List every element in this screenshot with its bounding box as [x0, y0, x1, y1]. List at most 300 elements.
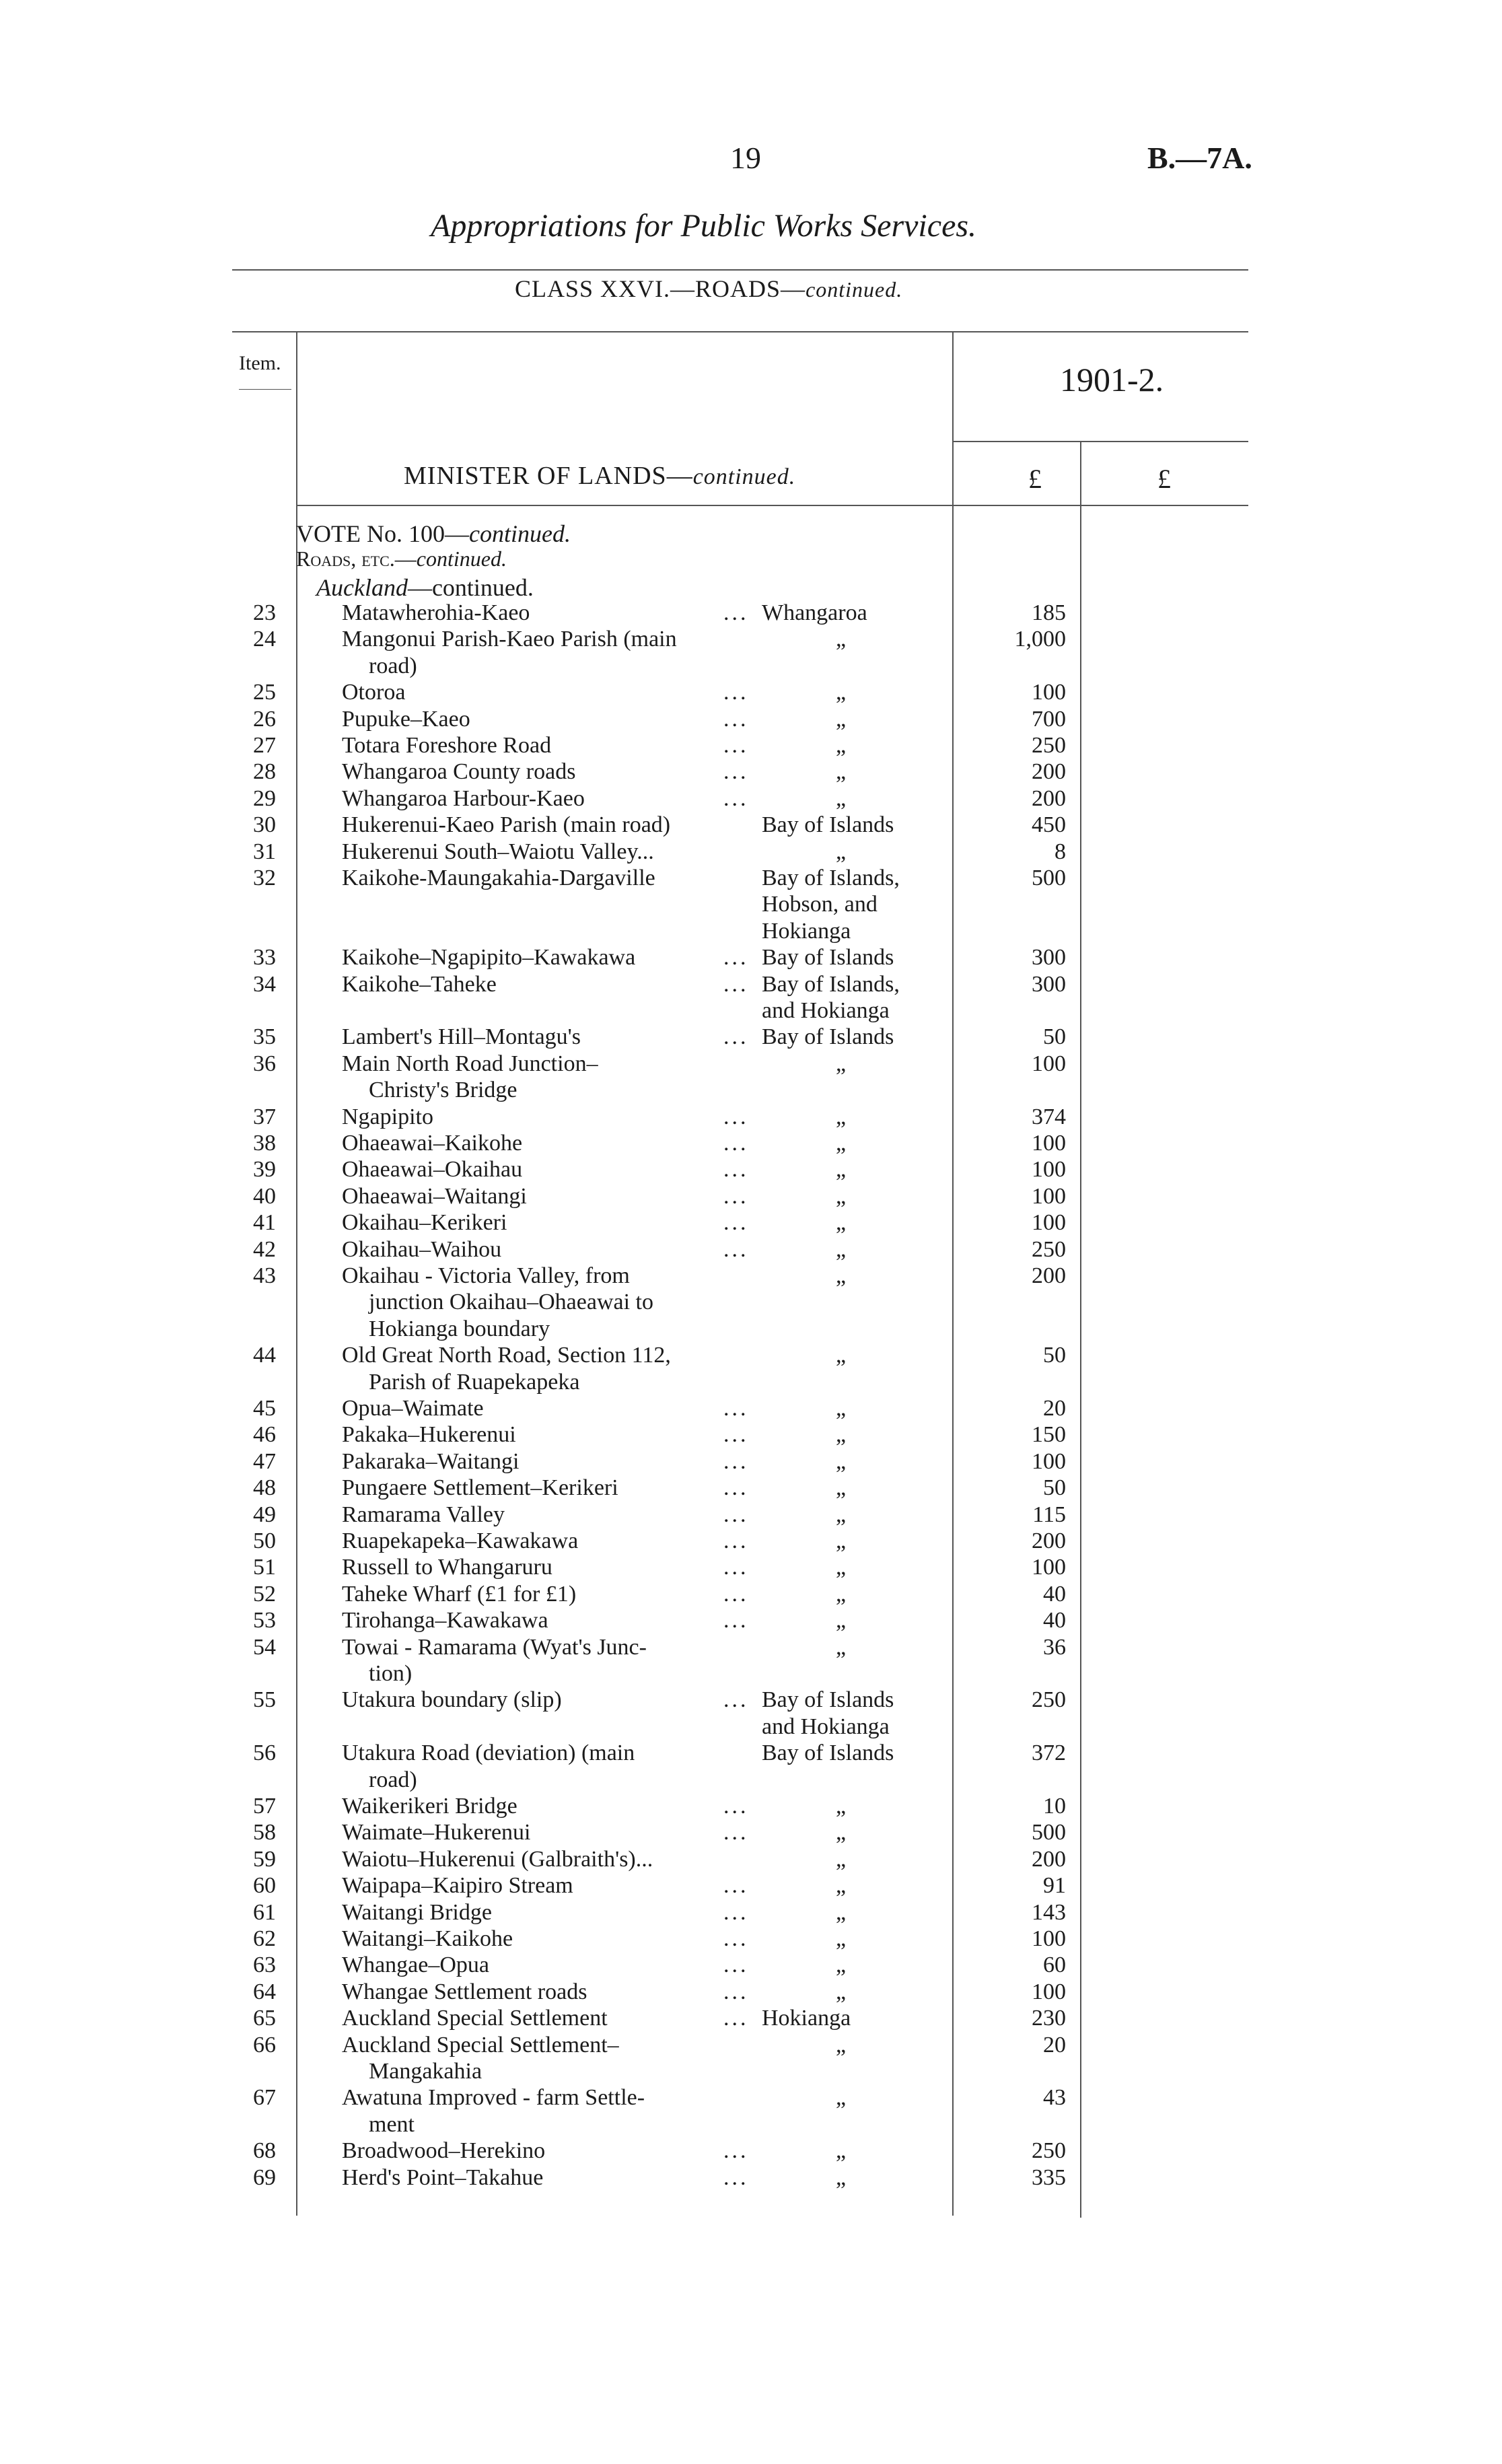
- table-row: [0, 759, 1502, 786]
- item-number: 68: [253, 2138, 276, 2164]
- amount: 100: [1032, 1183, 1066, 1209]
- table-row: [0, 786, 1502, 813]
- district: „: [836, 759, 847, 785]
- table-row: [0, 1263, 1502, 1341]
- amount: 100: [1032, 1051, 1066, 1076]
- amount: 250: [1032, 1236, 1066, 1262]
- district: Hokianga: [762, 2006, 851, 2031]
- table-row: [0, 1210, 1502, 1237]
- item-number: 53: [253, 1608, 276, 1633]
- leader-dots: ...: [723, 1608, 749, 1633]
- road-name: Waiotu–Hukerenui (Galbraith's)...: [342, 1846, 653, 1872]
- district: „: [836, 1952, 847, 1978]
- road-name: Ruapekapeka–Kawakawa: [342, 1528, 579, 1553]
- road-name: Whangaroa Harbour-Kaeo: [342, 785, 585, 811]
- leader-dots: ...: [723, 945, 749, 971]
- district: Bay of Islands: [762, 1740, 894, 1766]
- district: „: [836, 1608, 847, 1633]
- item-number: 58: [253, 1820, 276, 1845]
- table-row: [0, 971, 1502, 1023]
- rule-year-bottom: [952, 441, 1248, 442]
- item-number: 51: [253, 1555, 276, 1580]
- district: „: [836, 1634, 847, 1660]
- amount: 100: [1032, 1979, 1066, 2004]
- item-number: 42: [253, 1236, 276, 1262]
- district: „: [836, 1236, 847, 1262]
- road-name: Russell to Whangaruru: [342, 1555, 552, 1580]
- district: „: [836, 1183, 847, 1209]
- leader-dots: ...: [723, 1236, 749, 1262]
- item-number: 46: [253, 1422, 276, 1448]
- road-name: Pungaere Settlement–Kerikeri: [342, 1475, 618, 1501]
- district: „: [836, 1581, 847, 1607]
- table-row: [0, 1634, 1502, 1686]
- roads-heading-continued: continued.: [416, 547, 507, 571]
- table-row: [0, 1608, 1502, 1635]
- item-number: 25: [253, 680, 276, 705]
- table-row: [0, 1475, 1502, 1502]
- amount: 200: [1032, 785, 1066, 811]
- item-number: 43: [253, 1263, 276, 1288]
- item-number: 52: [253, 1581, 276, 1607]
- district: „: [836, 1979, 847, 2004]
- amount: 450: [1032, 812, 1066, 838]
- road-name: Kaikohe-Maungakahia-Dargaville: [342, 866, 655, 890]
- item-number: 41: [253, 1210, 276, 1236]
- amount: 374: [1032, 1104, 1066, 1129]
- road-name: Waitangi Bridge: [342, 1899, 492, 1925]
- road-name-continued: junction Okaihau–Ohaeawai to: [369, 1290, 653, 1315]
- amount: 50: [1043, 1475, 1066, 1501]
- item-number: 63: [253, 1952, 276, 1978]
- road-name: Ohaeawai–Kaikohe: [342, 1131, 523, 1156]
- road-name: Auckland Special Settlement–: [342, 2032, 619, 2057]
- region-heading-main: Auckland: [316, 574, 408, 601]
- item-number: 33: [253, 945, 276, 971]
- table-row: [0, 1104, 1502, 1131]
- road-name: Ohaeawai–Okaihau: [342, 1157, 523, 1183]
- table-row: [0, 1979, 1502, 2006]
- roads-heading-main: Roads, etc.—: [296, 547, 417, 571]
- road-name-continued: road): [369, 1767, 417, 1792]
- leader-dots: ...: [723, 1555, 749, 1580]
- item-number: 47: [253, 1448, 276, 1474]
- road-name: Waipapa–Kaipiro Stream: [342, 1873, 573, 1899]
- amount: 100: [1032, 1448, 1066, 1474]
- road-name-continued: Parish of Ruapekapeka: [369, 1369, 580, 1395]
- table-row: [0, 707, 1502, 734]
- table-row: [0, 1873, 1502, 1900]
- item-number: 40: [253, 1183, 276, 1209]
- item-number: 62: [253, 1926, 276, 1951]
- amount: 230: [1032, 2006, 1066, 2031]
- leader-dots: ...: [723, 1131, 749, 1156]
- item-number: 36: [253, 1051, 276, 1076]
- table-row: [0, 945, 1502, 972]
- amount: 250: [1032, 1687, 1066, 1713]
- item-number: 59: [253, 1846, 276, 1872]
- road-name: Kaikohe–Taheke: [342, 971, 497, 997]
- amount: 185: [1032, 600, 1066, 625]
- item-number: 56: [253, 1740, 276, 1766]
- column-header-pounds-2: £: [1157, 464, 1171, 494]
- leader-dots: ...: [723, 1687, 749, 1713]
- district: Bay of Islands: [762, 1024, 894, 1050]
- road-name: Ramarama Valley: [342, 1502, 505, 1527]
- district: „: [836, 1448, 847, 1474]
- item-number: 39: [253, 1157, 276, 1183]
- amount: 100: [1032, 1555, 1066, 1580]
- rule-top: [232, 269, 1248, 271]
- district: Bay of Islands,: [762, 866, 900, 890]
- leader-dots: ...: [723, 1899, 749, 1925]
- minister-heading-continued: continued.: [692, 464, 796, 489]
- leader-dots: ...: [723, 1952, 749, 1978]
- amount: 250: [1032, 2138, 1066, 2164]
- item-number: 28: [253, 759, 276, 785]
- table-row: [0, 1051, 1502, 1103]
- column-header-pounds-1: £: [1028, 464, 1042, 494]
- leader-dots: ...: [723, 600, 749, 625]
- road-name: Whangae Settlement roads: [342, 1979, 587, 2004]
- item-number: 27: [253, 733, 276, 758]
- district-continued: and Hokianga: [762, 1714, 890, 1739]
- item-number: 26: [253, 706, 276, 732]
- amount: 91: [1043, 1873, 1066, 1899]
- item-number: 61: [253, 1899, 276, 1925]
- amount: 500: [1032, 866, 1066, 890]
- leader-dots: ...: [723, 1104, 749, 1129]
- road-name: Mangonui Parish-Kaeo Parish (main: [342, 627, 677, 652]
- table-row: [0, 1740, 1502, 1792]
- leader-dots: ...: [723, 1024, 749, 1050]
- region-heading-continued: —continued.: [407, 574, 534, 601]
- district: „: [836, 1555, 847, 1580]
- amount: 200: [1032, 1528, 1066, 1553]
- table-row: [0, 1794, 1502, 1821]
- district: „: [836, 1210, 847, 1236]
- road-name-continued: Christy's Bridge: [369, 1078, 517, 1103]
- item-number: 37: [253, 1104, 276, 1129]
- item-number: 32: [253, 866, 276, 890]
- table-row: [0, 1157, 1502, 1184]
- rule-header-bottom: [296, 505, 1248, 506]
- district: „: [836, 1899, 847, 1925]
- table-row: [0, 866, 1502, 944]
- road-name: Pakaraka–Waitangi: [342, 1448, 520, 1474]
- item-number: 57: [253, 1794, 276, 1819]
- column-header-item: Item.: [239, 352, 281, 374]
- district: Bay of Islands: [762, 945, 894, 971]
- amount: 115: [1032, 1502, 1066, 1527]
- district: „: [836, 1263, 847, 1288]
- road-name-continued: road): [369, 653, 417, 678]
- leader-dots: ...: [723, 971, 749, 997]
- class-heading: [515, 275, 902, 303]
- road-name: Taheke Wharf (£1 for £1): [342, 1581, 577, 1607]
- table-row: [0, 1024, 1502, 1051]
- district: Bay of Islands: [762, 1687, 894, 1713]
- table-row: [0, 1502, 1502, 1529]
- amount: 700: [1032, 706, 1066, 732]
- district: Bay of Islands,: [762, 971, 900, 997]
- district: „: [836, 1343, 847, 1368]
- road-name: Totara Foreshore Road: [342, 733, 552, 758]
- table-row: [0, 2032, 1502, 2084]
- item-number: 45: [253, 1396, 276, 1421]
- amount: 335: [1032, 2164, 1066, 2190]
- district-continued: Hokianga: [762, 918, 851, 944]
- district: „: [836, 1131, 847, 1156]
- amount: 200: [1032, 1263, 1066, 1288]
- road-name: Hukerenui South–Waiotu Valley...: [342, 839, 654, 864]
- leader-dots: ...: [723, 1873, 749, 1899]
- rule-table-top: [232, 331, 1248, 332]
- road-name: Opua–Waimate: [342, 1396, 484, 1421]
- amount: 500: [1032, 1820, 1066, 1845]
- leader-dots: ...: [723, 785, 749, 811]
- road-name: Matawherohia-Kaeo: [342, 600, 530, 625]
- table-row: [0, 1396, 1502, 1423]
- table-row: [0, 627, 1502, 678]
- amount: 40: [1043, 1608, 1066, 1633]
- table-row: [0, 1952, 1502, 1979]
- amount: 50: [1043, 1343, 1066, 1368]
- amount: 60: [1043, 1952, 1066, 1978]
- road-name: Kaikohe–Ngapipito–Kawakawa: [342, 945, 636, 971]
- leader-dots: ...: [723, 1502, 749, 1527]
- item-number: 65: [253, 2006, 276, 2031]
- minister-heading: [404, 461, 795, 491]
- road-name: Lambert's Hill–Montagu's: [342, 1024, 581, 1050]
- vote-heading-continued: continued.: [468, 520, 571, 547]
- amount: 1,000: [1014, 627, 1066, 652]
- road-name-continued: tion): [369, 1660, 413, 1686]
- table-row: [0, 1528, 1502, 1555]
- table-row: [0, 1847, 1502, 1874]
- table-row: [0, 1687, 1502, 1739]
- item-number: 38: [253, 1131, 276, 1156]
- leader-dots: ...: [723, 706, 749, 732]
- vote-heading-main: VOTE No. 100—: [296, 520, 469, 547]
- item-number: 44: [253, 1343, 276, 1368]
- column-header-year: 1901-2.: [1060, 361, 1164, 398]
- road-name: Okaihau–Kerikeri: [342, 1210, 507, 1236]
- table-row: [0, 1820, 1502, 1847]
- road-name: Ohaeawai–Waitangi: [342, 1183, 527, 1209]
- road-name: Waitangi–Kaikohe: [342, 1926, 513, 1951]
- table-row: [0, 680, 1502, 707]
- class-heading-main: CLASS XXVI.—ROADS—: [515, 275, 806, 302]
- item-number: 64: [253, 1979, 276, 2004]
- item-number: 31: [253, 839, 276, 864]
- item-number: 29: [253, 785, 276, 811]
- road-name: Pupuke–Kaeo: [342, 706, 470, 732]
- road-name: Herd's Point–Takahue: [342, 2164, 544, 2190]
- amount: 100: [1032, 1926, 1066, 1951]
- road-name: Main North Road Junction–: [342, 1051, 598, 1076]
- district: Whangaroa: [762, 600, 867, 625]
- leader-dots: ...: [723, 1183, 749, 1209]
- road-name-continued: Mangakahia: [369, 2058, 482, 2084]
- road-name: Pakaka–Hukerenui: [342, 1422, 516, 1448]
- district: „: [836, 1051, 847, 1076]
- leader-dots: ...: [723, 1926, 749, 1951]
- amount: 150: [1032, 1422, 1066, 1448]
- district: „: [836, 2085, 847, 2111]
- road-name: Waikerikeri Bridge: [342, 1794, 517, 1819]
- item-number: 35: [253, 1024, 276, 1050]
- amount: 8: [1054, 839, 1066, 864]
- item-number: 66: [253, 2032, 276, 2057]
- leader-dots: ...: [723, 1475, 749, 1501]
- amount: 20: [1043, 2032, 1066, 2057]
- amount: 100: [1032, 1157, 1066, 1183]
- table-row: [0, 1422, 1502, 1449]
- table-row: [0, 812, 1502, 839]
- amount: 10: [1043, 1794, 1066, 1819]
- district: „: [836, 1396, 847, 1421]
- road-name: Auckland Special Settlement: [342, 2006, 608, 2031]
- district: „: [836, 1502, 847, 1527]
- district: „: [836, 1873, 847, 1899]
- road-name: Utakura Road (deviation) (main: [342, 1740, 635, 1766]
- district: „: [836, 1528, 847, 1553]
- road-name-continued: Hokianga boundary: [369, 1316, 550, 1341]
- road-name: Ngapipito: [342, 1104, 433, 1129]
- road-name: Okaihau–Waihou: [342, 1236, 502, 1262]
- leader-dots: ...: [723, 2006, 749, 2031]
- item-header-underline: [239, 389, 291, 390]
- table-row: [0, 1184, 1502, 1211]
- amount: 200: [1032, 759, 1066, 785]
- page-number: 19: [730, 141, 761, 175]
- amount: 250: [1032, 733, 1066, 758]
- class-heading-continued: continued.: [806, 277, 903, 302]
- district: „: [836, 733, 847, 758]
- table-row: [0, 1582, 1502, 1609]
- vote-heading: [296, 520, 571, 548]
- roads-heading: [296, 547, 507, 571]
- leader-dots: ...: [723, 680, 749, 705]
- leader-dots: ...: [723, 1581, 749, 1607]
- item-number: 48: [253, 1475, 276, 1501]
- road-name: Awatuna Improved - farm Settle-: [342, 2085, 645, 2111]
- district: „: [836, 680, 847, 705]
- leader-dots: ...: [723, 1820, 749, 1845]
- amount: 36: [1043, 1634, 1066, 1660]
- table-row: [0, 1926, 1502, 1953]
- amount: 50: [1043, 1024, 1066, 1050]
- leader-dots: ...: [723, 1210, 749, 1236]
- table-row: [0, 2138, 1502, 2165]
- table-row: [0, 2085, 1502, 2137]
- amount: 100: [1032, 680, 1066, 705]
- road-name: Whangaroa County roads: [342, 759, 576, 785]
- amount: 40: [1043, 1581, 1066, 1607]
- amount: 200: [1032, 1846, 1066, 1872]
- item-number: 60: [253, 1873, 276, 1899]
- amount: 100: [1032, 1131, 1066, 1156]
- leader-dots: ...: [723, 1157, 749, 1183]
- district: „: [836, 2164, 847, 2190]
- district: „: [836, 2032, 847, 2057]
- table-row: [0, 1449, 1502, 1476]
- item-number: 54: [253, 1634, 276, 1660]
- district: „: [836, 2138, 847, 2164]
- table-row: [0, 1343, 1502, 1395]
- item-number: 50: [253, 1528, 276, 1553]
- road-name: Whangae–Opua: [342, 1952, 490, 1978]
- page-title: Appropriations for Public Works Services.: [431, 208, 977, 244]
- district: „: [836, 1820, 847, 1845]
- table-row: [0, 600, 1502, 627]
- region-heading: [316, 573, 534, 602]
- item-number: 69: [253, 2164, 276, 2190]
- road-name-continued: ment: [369, 2111, 415, 2137]
- district: „: [836, 1846, 847, 1872]
- item-number: 34: [253, 971, 276, 997]
- district: „: [836, 839, 847, 864]
- district: Bay of Islands: [762, 812, 894, 838]
- table-row: [0, 2006, 1502, 2033]
- road-name: Old Great North Road, Section 112,: [342, 1343, 671, 1368]
- district: „: [836, 1422, 847, 1448]
- leader-dots: ...: [723, 2138, 749, 2164]
- table-row: [0, 839, 1502, 866]
- table-row: [0, 1555, 1502, 1582]
- amount: 300: [1032, 945, 1066, 971]
- district-continued: Hobson, and: [762, 892, 878, 917]
- item-number: 24: [253, 627, 276, 652]
- leader-dots: ...: [723, 733, 749, 758]
- district: „: [836, 1475, 847, 1501]
- leader-dots: ...: [723, 2164, 749, 2190]
- amount: 300: [1032, 971, 1066, 997]
- district: „: [836, 1157, 847, 1183]
- road-name: Towai - Ramarama (Wyat's Junc-: [342, 1634, 647, 1660]
- table-row: [0, 1237, 1502, 1264]
- item-number: 49: [253, 1502, 276, 1527]
- road-name: Okaihau - Victoria Valley, from: [342, 1263, 630, 1288]
- item-number: 55: [253, 1687, 276, 1713]
- leader-dots: ...: [723, 1448, 749, 1474]
- district: „: [836, 1794, 847, 1819]
- district: „: [836, 627, 847, 652]
- leader-dots: ...: [723, 1396, 749, 1421]
- leader-dots: ...: [723, 1528, 749, 1553]
- table-row: [0, 733, 1502, 760]
- leader-dots: ...: [723, 1422, 749, 1448]
- item-number: 67: [253, 2085, 276, 2111]
- district-continued: and Hokianga: [762, 997, 890, 1023]
- table-row: [0, 2165, 1502, 2192]
- leader-dots: ...: [723, 759, 749, 785]
- table-row: [0, 1131, 1502, 1158]
- district: „: [836, 1104, 847, 1129]
- amount: 143: [1032, 1899, 1066, 1925]
- amount: 372: [1032, 1740, 1066, 1766]
- leader-dots: ...: [723, 1794, 749, 1819]
- district: „: [836, 706, 847, 732]
- amount: 100: [1032, 1210, 1066, 1236]
- minister-heading-main: MINISTER OF LANDS—: [404, 462, 693, 490]
- document-reference: B.—7A.: [1147, 141, 1252, 175]
- road-name: Hukerenui-Kaeo Parish (main road): [342, 812, 671, 838]
- district: „: [836, 785, 847, 811]
- road-name: Tirohanga–Kawakawa: [342, 1608, 548, 1633]
- road-name: Otoroa: [342, 680, 406, 705]
